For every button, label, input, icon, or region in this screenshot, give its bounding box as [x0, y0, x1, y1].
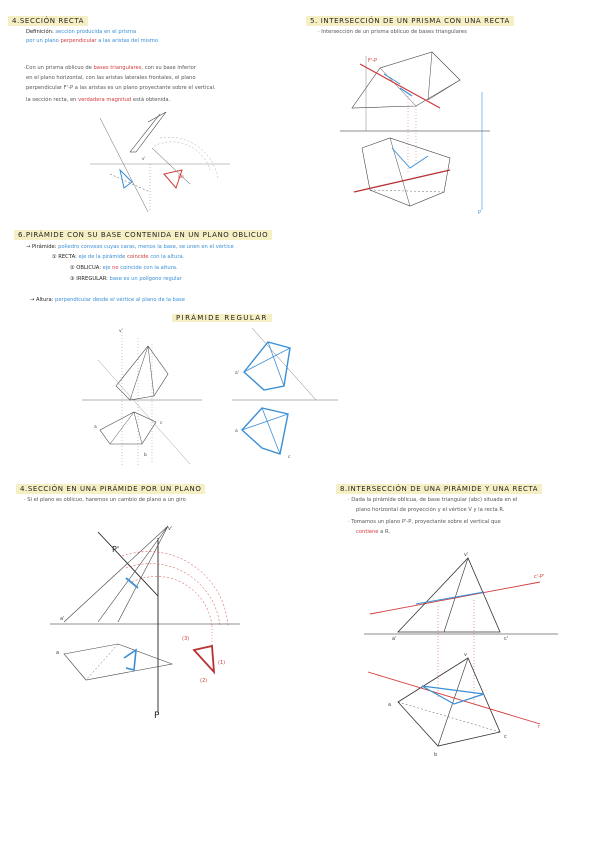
label-r-d: r [538, 724, 541, 730]
label-a-a: a [94, 425, 97, 430]
label-pprime-big: P' [112, 545, 120, 554]
label-p-small: P [478, 210, 482, 216]
label-aprime-b: a' [235, 371, 239, 376]
label-vprime-d: v' [464, 552, 469, 558]
section-title-interseccion-prisma: 5. INTERSECCIÓN DE UN PRISMA CON UNA RECTA [306, 16, 514, 26]
section-title-seccion-recta: 4.SECCIÓN RECTA [8, 16, 88, 26]
piramide-type-oblicua: ② OBLICUA: eje no coincide con la altura. [70, 265, 178, 271]
label-fp: F'-P [368, 58, 378, 64]
paragraph-line-4: la sección recta, en verdadera magnitud está obtenida. [26, 97, 171, 103]
label-a-b: a [235, 429, 238, 434]
label-vprime-c: v' [168, 526, 173, 532]
label-aprime-c: a' [60, 616, 65, 622]
label-p3-c: (3) [182, 636, 190, 642]
section-title-piramide: 6.PIRÁMIDE CON SU BASE CONTENIDA EN UN PLANO OBLICUO [14, 230, 272, 240]
label-aprime-d: a' [392, 636, 397, 642]
definition-line-2: por un plano perpendicular a las aristas del mismo [26, 38, 159, 44]
label-vprime-a: v' [119, 329, 123, 334]
label-cp-d: c'-P' [534, 574, 545, 580]
diagram-interseccion-prisma [340, 44, 490, 216]
label-p-big: P [154, 711, 160, 718]
label-p1-c: (1) [218, 660, 226, 666]
label-cprime-d: c' [504, 636, 509, 642]
label-b-a: b [144, 453, 147, 458]
label-section-num: (3) [178, 174, 184, 179]
label-v-d: v [464, 652, 467, 658]
piramide-altura: → Altura: perpendicular desde el vértice al plano de la base [30, 297, 185, 303]
piramide-type-recta: ① RECTA: eje de la pirámide coincide con la altura. [52, 254, 185, 260]
diagram-piramide-regular-b [232, 328, 338, 466]
paragraph-line-2: en el plano horizontal, con las aristas laterales frontales, el plano [26, 75, 196, 81]
diagram-seccion-piramide [50, 522, 242, 718]
diagram-interseccion-piramide [364, 548, 558, 760]
section-title-interseccion-piramide: 8.INTERSECCIÓN DE UNA PIRÁMIDE Y UNA RECTA [336, 484, 542, 494]
label-p2-c: (2) [200, 678, 208, 684]
section-note-interseccion-prisma: · Intersección de un prisma oblicuo de bases triangulares [318, 29, 467, 35]
diagram-seccion-recta [90, 108, 230, 216]
label-c-b: c [288, 455, 291, 460]
piramide-definition: → Pirámide: poliedro convexo cuyas caras, menos la base, se unen en el vértice [26, 244, 234, 250]
label-c-a: c [160, 421, 163, 426]
piramide-type-irregular: ③ IRREGULAR: base es un polígono regular [70, 276, 182, 282]
section-note-seccion-piramide: · Si el plano es oblicuo, haremos un cambio de plano a un giro [24, 497, 186, 503]
sec8-line-1: · Dada la pirámide oblicua, de base triangular (abc) situada en el [348, 497, 518, 503]
label-v-prime: v' [142, 156, 146, 161]
diagram-piramide-regular-a [82, 326, 202, 468]
sec8-line-2: plano horizontal de proyección y el vértice V y la recta R. [356, 507, 505, 513]
definition-line-1: Definición: sección producida en el prisma [26, 29, 137, 35]
paragraph-line-3: perpendicular F'-P a las aristas es un plano proyectante sobre el vertical. [26, 85, 216, 91]
subtitle-piramide-regular: PIRÁMIDE REGULAR [172, 314, 272, 322]
section-title-seccion-piramide: 4.SECCIÓN EN UNA PIRÁMIDE POR UN PLANO [16, 484, 205, 494]
label-a-c: a [56, 650, 60, 656]
label-a-d: a [388, 702, 392, 708]
sec8-line-3: · Tomamos un plano P'-P, proyectante sobre el vertical que [348, 519, 501, 525]
sec8-line-4: contiene a R. [356, 529, 391, 535]
label-b-d: b [434, 752, 438, 758]
label-c-d: c [504, 734, 507, 740]
paragraph-line-1: ·Con un prisma oblicuo de bases triangulares, con su base inferior [24, 65, 196, 71]
